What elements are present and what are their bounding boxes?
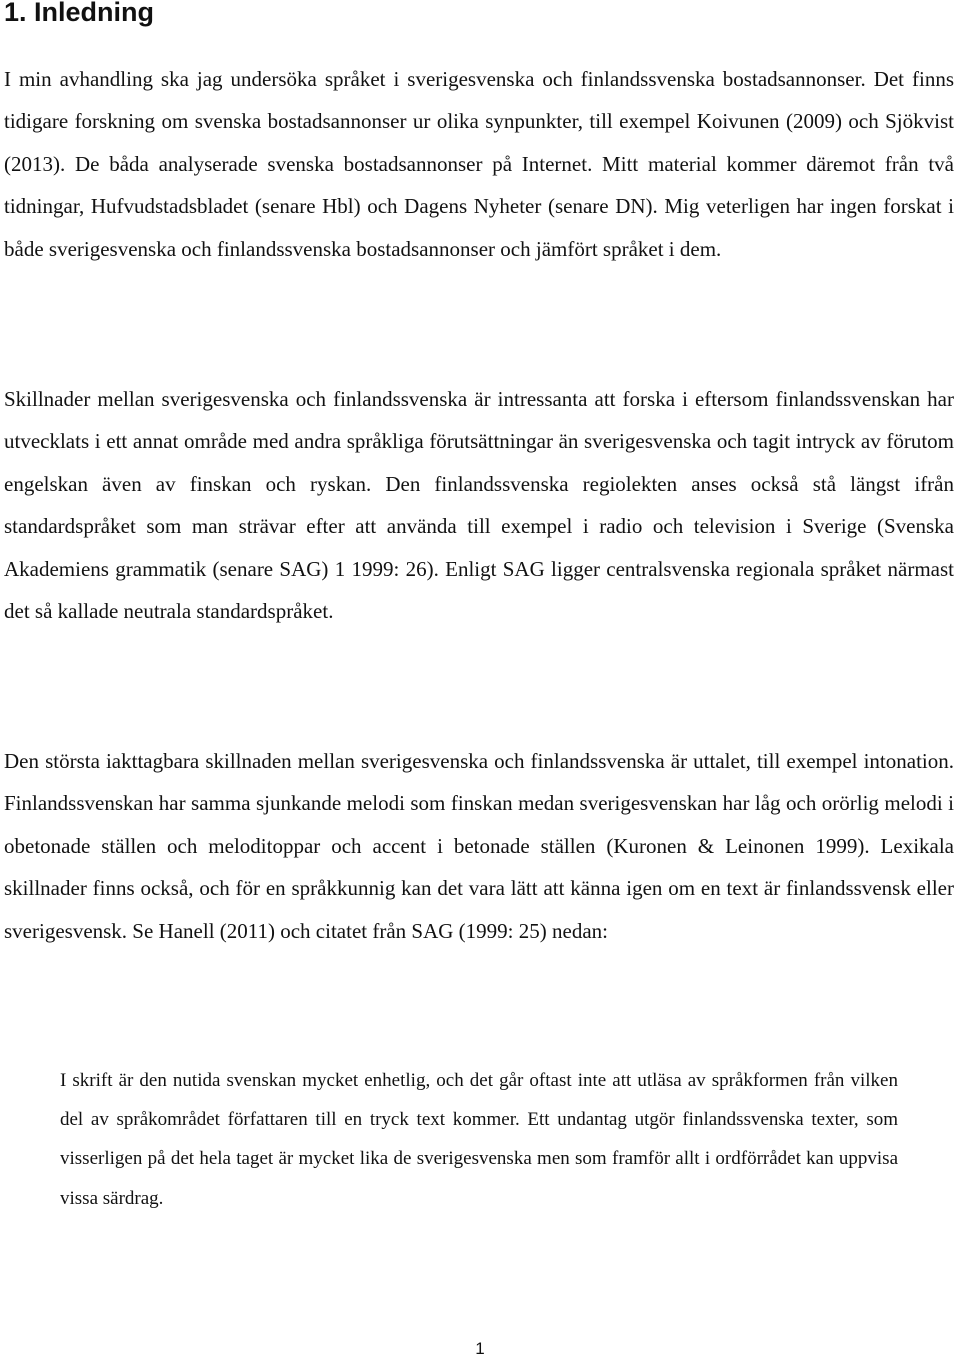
paragraph-3: Den största iakttagbara skillnaden mellan sverigesvenska och finlandssvenska är uttalet, till exempel intonation. Finlandssvenskan har samma sjunkande melodi som finskan medan sverigesvenskan har låg och orörlig melodi i obetonade ställen och meloditoppar och accent i betonade ställen (Kuronen & Leinonen 1999). Lexikala skillnader finns också, och för en språkkunnig kan det vara lätt att känna igen om en text är finlandssvensk eller sverigesvensk. Se Hanell (2011) och citatet från SAG (1999: 25) nedan: — [4, 749, 954, 943]
block-quote: I skrift är den nutida svenskan mycket enhetlig, och det går oftast inte att utläsa av språkformen från vilken del av språkområdet författaren till en tryck text kommer. Ett undantag utgör finlandssvenska texter, som visserligen på det hela taget är mycket lika de sverigesvenska men som framför allt i ordförrådet kan uppvisa vissa särdrag. — [60, 1070, 898, 1209]
page-number: 1 — [475, 1339, 485, 1358]
paragraph-1: I min avhandling ska jag undersöka språket i sverigesvenska och finlandssvenska bostadsannonser. Det finns tidigare forskning om svenska bostadsannonser ur olika synpunkter, till exempel Koivunen (2009) och Sjökvist (2013). De båda analyserade svenska bostadsannonser på Internet. Mitt material kommer däremot från två tidningar, Hufvudstadsbladet (senare Hbl) och Dagens Nyheter (senare DN). Mig veterligen har ingen forskat i både sverigesvenska och finlandssvenska bostadsannonser och jämfört språket i dem. — [4, 67, 954, 261]
paragraph-2: Skillnader mellan sverigesvenska och finlandssvenska är intressanta att forska i eftersom finlandssvenskan har utvecklats i ett annat område med andra språkliga förutsättningar än sverigesvenska och tagit intryck av förutom engelskan även av finskan och ryskan. Den finlandssvenska regiolekten anses också stå längst ifrån standardspråket som man strävar efter att använda till exempel i radio och television i Sverige (Svenska Akademiens grammatik (senare SAG) 1 1999: 26). Enligt SAG ligger centralsvenska regionala språket närmast det så kallade neutrala standardspråket. — [4, 387, 954, 624]
section-heading: 1. Inledning — [4, 0, 155, 27]
